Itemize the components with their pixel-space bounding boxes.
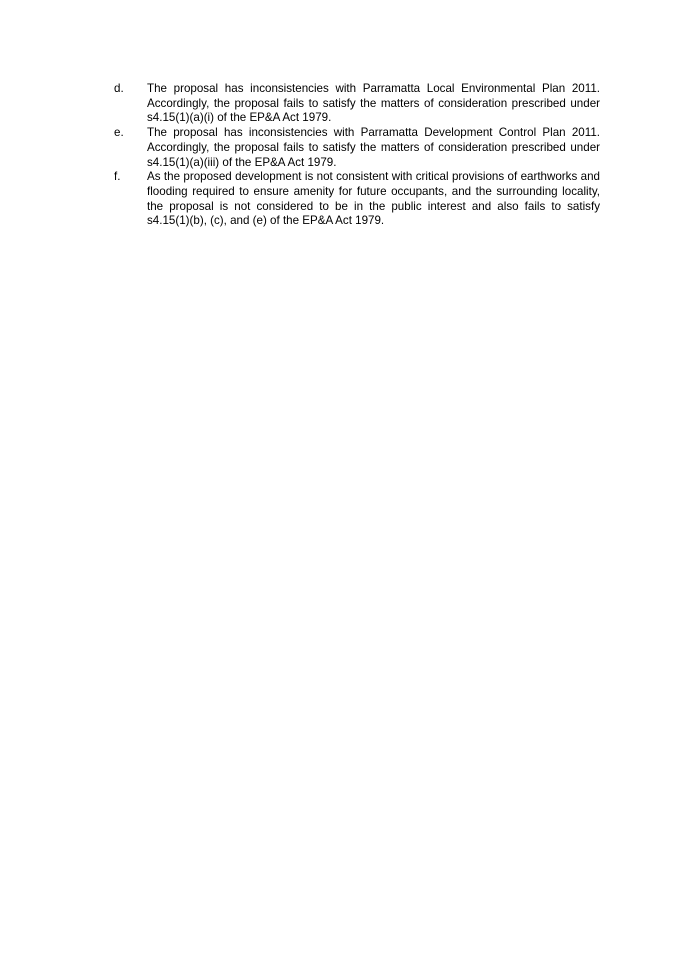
list-marker: d. [114, 82, 124, 95]
list-item-d [114, 82, 600, 126]
list-item-e [114, 126, 600, 170]
list-item-text: The proposal has inconsistencies with Parramatta Development Control Plan 2011. Accordingly, the proposal fails to satisfy the matters of consideration prescribed under s4.15(1)(a)(iii) of the EP&A Act 1979. [147, 126, 600, 169]
list-item-text: As the proposed development is not consistent with critical provisions of earthworks and flooding required to ensure amenity for future occupants, and the surrounding locality, the proposal is not considered to be in the public interest and also fails to satisfy s4.15(1)(b), (c), and (e) of the EP&A Act 1979. [147, 170, 600, 228]
list-marker: e. [114, 126, 124, 140]
list-item-text: The proposal has inconsistencies with Parramatta Local Environmental Plan 2011. Accordingly, the proposal fails to satisfy the matters of consideration prescribed under s4.15(1)(a)(i) of the EP&A Act 1979. [147, 82, 600, 125]
list-item-f [114, 170, 600, 229]
list-marker: f. [114, 170, 121, 184]
reasons-list [114, 82, 600, 229]
